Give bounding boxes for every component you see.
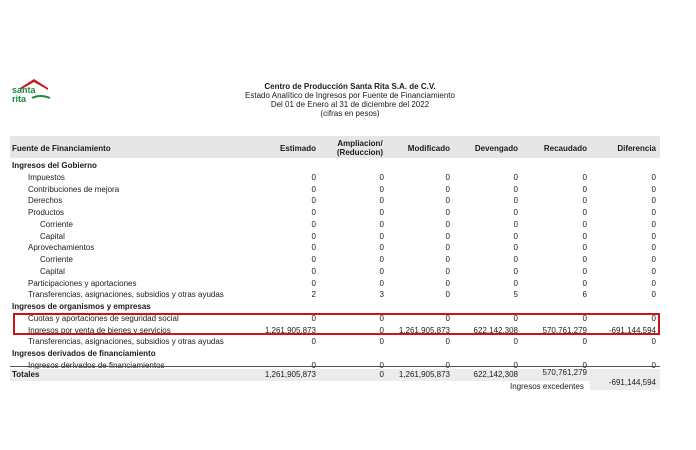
cell-devengado: 0: [513, 337, 518, 346]
col-ampliacion-line2: (Reduccion): [336, 148, 384, 157]
row-label: Transferencias, asignaciones, subsidios y otras ayudas: [28, 337, 224, 346]
cell-diferencia: 0: [651, 185, 656, 194]
row-label: Cuotas y aportaciones de seguridad social: [28, 314, 179, 323]
cell-devengado: 5: [513, 290, 518, 299]
excedentes-label: Ingresos excedentes: [510, 382, 584, 391]
cell-diferencia: 0: [651, 196, 656, 205]
cell-ampliacion: 0: [379, 185, 384, 194]
row-label: Capital: [40, 267, 65, 276]
cell-recaudado: 0: [582, 196, 587, 205]
cell-diferencia: 0: [651, 279, 656, 288]
cell-estimado: 0: [311, 232, 316, 241]
cell-modificado: 0: [445, 232, 450, 241]
totals-label: Totales: [12, 370, 40, 379]
cell-modificado: 0: [445, 173, 450, 182]
cell-modificado: 0: [445, 314, 450, 323]
cell-ampliacion: 0: [379, 173, 384, 182]
totals-modificado: 1,261,905,873: [398, 370, 450, 379]
cell-ampliacion: 0: [379, 255, 384, 264]
row-label: Aprovechamientos: [28, 243, 95, 252]
cell-recaudado: 0: [582, 185, 587, 194]
cell-diferencia: 0: [651, 337, 656, 346]
cell-estimado: 0: [311, 314, 316, 323]
cell-ampliacion: 3: [379, 290, 384, 299]
cell-diferencia: -691,144,594: [608, 326, 656, 335]
cell-ampliacion: 0: [379, 243, 384, 252]
cell-modificado: 1,261,905,873: [398, 326, 450, 335]
cell-recaudado: 0: [582, 314, 587, 323]
cell-estimado: 0: [311, 243, 316, 252]
cell-ampliacion: 0: [379, 232, 384, 241]
cell-diferencia: 0: [651, 267, 656, 276]
cell-ampliacion: 0: [379, 279, 384, 288]
totals-divider: [10, 366, 660, 367]
cell-recaudado: 0: [582, 279, 587, 288]
cell-recaudado: 0: [582, 220, 587, 229]
cell-modificado: 0: [445, 290, 450, 299]
section-heading: Ingresos derivados de financiamiento: [12, 349, 156, 358]
cell-ampliacion: 0: [379, 337, 384, 346]
cell-modificado: 0: [445, 243, 450, 252]
logo-text-line2: rita: [12, 94, 27, 104]
cell-devengado: 0: [513, 173, 518, 182]
row-label: Participaciones y aportaciones: [28, 279, 137, 288]
cell-devengado: 0: [513, 232, 518, 241]
cell-recaudado: 0: [582, 255, 587, 264]
totals-estimado: 1,261,905,873: [264, 370, 316, 379]
report-title: Centro de Producción Santa Rita S.A. de C.V.: [264, 82, 436, 91]
highlight-box: [13, 313, 660, 335]
cell-devengado: 0: [513, 243, 518, 252]
cell-estimado: 1,261,905,873: [264, 326, 316, 335]
excedentes-value: -691,144,594: [608, 378, 656, 387]
santa-rita-logo: [10, 76, 58, 108]
cell-devengado: 0: [513, 279, 518, 288]
totals-ampliacion: 0: [379, 370, 384, 379]
report-units: (cifras en pesos): [320, 109, 380, 118]
row-label: Corriente: [40, 220, 73, 229]
col-estimado: Estimado: [279, 144, 316, 153]
cell-estimado: 0: [311, 196, 316, 205]
cell-recaudado: 0: [582, 267, 587, 276]
cell-devengado: 0: [513, 196, 518, 205]
report-period: Del 01 de Enero al 31 de diciembre del 2022: [270, 100, 430, 109]
row-label: Derechos: [28, 196, 63, 205]
report-header: [200, 82, 500, 118]
cell-devengado: 622,142,308: [473, 326, 518, 335]
cell-recaudado: 570,761,279: [542, 326, 587, 335]
cell-estimado: 0: [311, 185, 316, 194]
report-subtitle: Estado Analítico de Ingresos por Fuente de Financiamiento: [245, 91, 455, 100]
cell-recaudado: 6: [582, 290, 587, 299]
cell-recaudado: 0: [582, 208, 587, 217]
section-heading: Ingresos del Gobierno: [12, 161, 97, 170]
cell-diferencia: 0: [651, 255, 656, 264]
cell-modificado: 0: [445, 337, 450, 346]
cell-estimado: 0: [311, 208, 316, 217]
col-fuente: Fuente de Financiamiento: [12, 144, 111, 153]
cell-ampliacion: 0: [379, 267, 384, 276]
cell-diferencia: 0: [651, 173, 656, 182]
cell-estimado: 0: [311, 267, 316, 276]
section-heading: Ingresos de organismos y empresas: [12, 302, 151, 311]
cell-devengado: 0: [513, 267, 518, 276]
cell-ampliacion: 0: [379, 326, 384, 335]
cell-diferencia: 0: [651, 314, 656, 323]
cell-modificado: 0: [445, 255, 450, 264]
row-label: Contribuciones de mejora: [28, 185, 120, 194]
cell-diferencia: 0: [651, 208, 656, 217]
cell-estimado: 0: [311, 279, 316, 288]
cell-modificado: 0: [445, 220, 450, 229]
cell-estimado: 0: [311, 337, 316, 346]
row-label: Productos: [28, 208, 65, 217]
cell-estimado: 0: [311, 173, 316, 182]
col-ampliacion-line1: Ampliacion/: [337, 139, 383, 148]
cell-devengado: 0: [513, 208, 518, 217]
totals-devengado: 622,142,308: [473, 370, 518, 379]
cell-diferencia: 0: [651, 243, 656, 252]
row-label: Transferencias, asignaciones, subsidios y otras ayudas: [28, 290, 224, 299]
row-label: Capital: [40, 232, 65, 241]
col-devengado: Devengado: [474, 144, 518, 153]
cell-diferencia: 0: [651, 232, 656, 241]
cell-modificado: 0: [445, 267, 450, 276]
row-label: Ingresos por venta de bienes y servicios: [28, 326, 171, 335]
cell-estimado: 0: [311, 220, 316, 229]
cell-diferencia: 0: [651, 290, 656, 299]
row-label: Corriente: [40, 255, 73, 264]
cell-modificado: 0: [445, 208, 450, 217]
cell-modificado: 0: [445, 185, 450, 194]
col-modificado: Modificado: [407, 144, 450, 153]
cell-modificado: 0: [445, 279, 450, 288]
col-diferencia: Diferencia: [617, 144, 656, 153]
cell-devengado: 0: [513, 314, 518, 323]
row-label: Impuestos: [28, 173, 65, 182]
logo-text-line1: santa: [12, 85, 36, 95]
cell-devengado: 0: [513, 220, 518, 229]
cell-ampliacion: 0: [379, 220, 384, 229]
cell-recaudado: 0: [582, 173, 587, 182]
cell-estimado: 2: [311, 290, 316, 299]
cell-ampliacion: 0: [379, 314, 384, 323]
cell-modificado: 0: [445, 196, 450, 205]
cell-ampliacion: 0: [379, 196, 384, 205]
cell-ampliacion: 0: [379, 208, 384, 217]
cell-devengado: 0: [513, 255, 518, 264]
cell-recaudado: 0: [582, 232, 587, 241]
cell-recaudado: 0: [582, 243, 587, 252]
cell-estimado: 0: [311, 255, 316, 264]
cell-recaudado: 0: [582, 337, 587, 346]
col-recaudado: Recaudado: [543, 144, 587, 153]
totals-recaudado: 570,761,279: [542, 368, 587, 377]
cell-diferencia: 0: [651, 220, 656, 229]
cell-devengado: 0: [513, 185, 518, 194]
